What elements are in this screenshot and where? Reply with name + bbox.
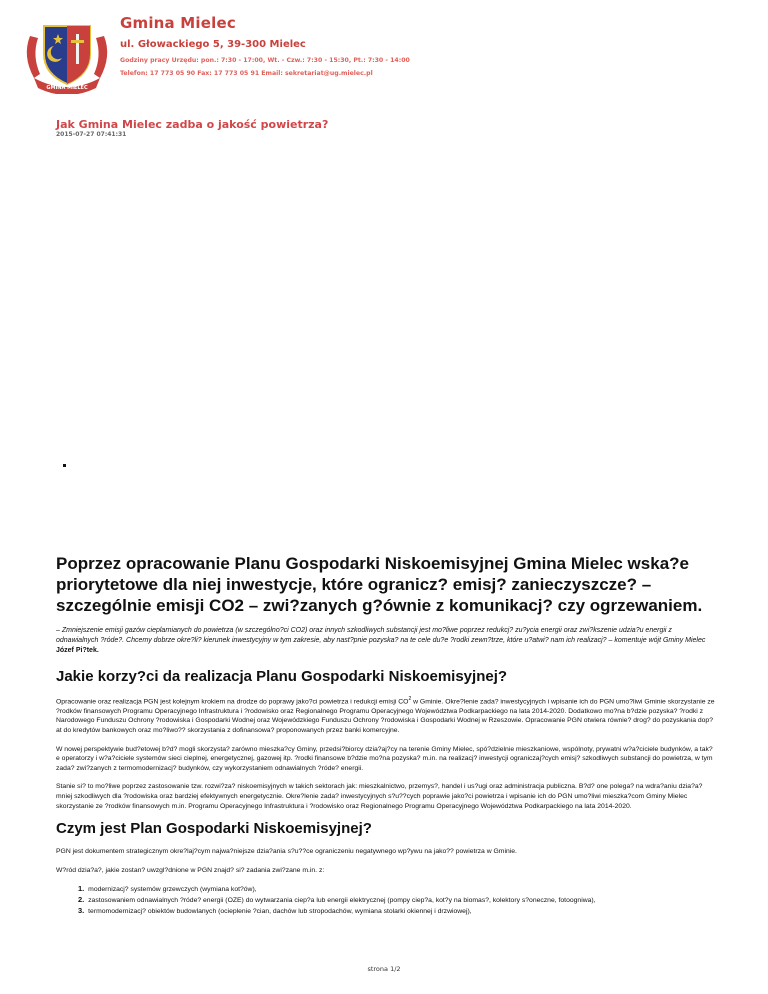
paragraph: W?ród dzia?a?, jakie zostan? uwzgl?dnione w PGN znajd? si? zadania zwi?zane m.in. z: — [56, 866, 325, 874]
list-number: 3. — [78, 905, 85, 915]
list-number: 1. — [78, 884, 85, 894]
site-header — [120, 14, 410, 77]
svg-text:GMINA MIELEC: GMINA MIELEC — [46, 85, 88, 91]
gmina-crest-logo — [20, 16, 114, 94]
list-item — [78, 906, 716, 917]
paragraph-text: Opracowanie oraz realizacja PGN jest kolejnym krokiem na drodze do poprawy jako?ci powietrza i redukcji emisji CO — [56, 698, 409, 706]
article-date: 2015-07-27 07:41:31 — [56, 131, 127, 138]
main-heading: Poprzez opracowanie Planu Gospodarki Niskoemisyjnej Gmina Mielec wska?e priorytetowe dla niej inwestycje, które ogranicz? emisj? zanieczyszcze? – szczególnie emisji CO2 – zwi?zanych g?ównie z komunikacj? czy ogrzewaniem. — [56, 554, 703, 615]
list-text: modernizacj? systemów grzewczych (wymiana kot?ów), — [88, 886, 257, 894]
contact-info: Telefon: 17 773 05 90 Fax: 17 773 05 91 Email: sekretariat@ug.mielec.pl — [120, 70, 373, 77]
lead-paragraph — [56, 626, 716, 656]
list-text: termomodernizacj? obiektów budowlanych (ocieplenie ?cian, dachów lub stropodachów, wymiana stolarki okiennej i drzwiowej), — [88, 907, 472, 915]
site-title: Gmina Mielec — [120, 14, 236, 32]
section-heading-benefits: Jakie korzy?ci da realizacja Planu Gospodarki Niskoemisyjnej? — [56, 668, 508, 685]
list-text: zastosowaniem odnawialnych ?róde? energii (OZE) do wytwarzania ciep?a lub energii elektrycznej (pompy ciep?a, kot?y na biomas?, kolektory s?oneczne, fotoogniwa), — [88, 896, 596, 904]
article-body — [56, 553, 716, 916]
lead-author: Józef Pi?tek. — [56, 647, 99, 654]
tasks-list — [56, 884, 716, 916]
paragraph — [56, 695, 716, 736]
article-title: Jak Gmina Mielec zadba o jakość powietrza? — [56, 118, 329, 131]
lead-text: – Zmniejszenie emisji gazów cieplarnianych do powietrza (w szczególno?ci CO2) oraz innych szkodliwych substancji jest mo?liwe poprzez redukcj? zu?ycia energii oraz zwi?kszenie udzia?u energii z odnawialnych ?róde?. Chcemy dobrze okre?li? kierunek inwestycyjny w tym zakresie, aby nast?pnie pozyska? na te cele du?e ?rodki zewn?trze, które u?atwi? nam ich realizacj? – komentuje wójt Gminy Mielec — [56, 627, 706, 644]
list-item — [78, 895, 716, 906]
office-hours: Godziny pracy Urzędu: pon.: 7:30 - 17:00, Wt. - Czw.: 7:30 - 15:30, Pt.: 7:30 - 14:00 — [120, 57, 410, 64]
paragraph: PGN jest dokumentem strategicznym okre?laj?cym najwa?niejsze dzia?ania s?u??ce ograniczeniu negatywnego wp?ywu na jako?? powietrza w Gminie. — [56, 848, 517, 856]
paragraph: W nowej perspektywie bud?etowej b?d? mogli skorzysta? zarówno mieszka?cy Gminy, przedsi?biorcy dzia?aj?cy na terenie Gminy Mielec, spó?dzielnie mieszkaniowe, wspólnoty, prywatni w?a?ciciele budynków, a tak?e operatorzy i w?a?ciciele systemów sieci cieplnej, energetycznej, gazowej itp. ?rodki finansowe b?dzie mo?na pozyska? m.in. na realizacj? inwestycji ograniczaj?cych emisj? szkodliwych substancji do powietrza, w tym zada? zwi?zanych z termomodernizacj? budynków, czy wykorzystaniem odnawialnych ?róde? energii. — [56, 745, 713, 772]
section-heading-what-is-pgn: Czym jest Plan Gospodarki Niskoemisyjnej? — [56, 820, 372, 838]
page-number: strona 1/2 — [367, 965, 401, 973]
paragraph-text: w Gminie. Okre?lenie zada? inwestycyjnych i wpisanie ich do PGN umo?liwi Gminie skorzystanie ze ?rodków finansowych Programu Operacyjnego Infrastruktura i ?rodowisko oraz Regionalnego Programu Operacyjnego Województwa Podkarpackiego na lata 2014-2020. Dodatkowo mo?na b?dzie pozyska? ?rodki z Narodowego Funduszu Ochrony ?rodowiska i Gospodarki Wodnej oraz Wojewódzkiego Funduszu Ochrony ?rodowiska i Gospodarki Wodnej w Rzeszowie. Opracowanie PGN otwiera równie? drog? do pozyskania dop?at do kredytów bankowych oraz mo?liwo?? skorzystania z dofinansowa? proponowanych przez banki komercyjne. — [56, 698, 715, 735]
paragraph: Stanie si? to mo?liwe poprzez zastosowanie tzw. rozwi?za? niskoemisyjnych w takich sektorach jak: mieszkalnictwo, przemys?, handel i us?ugi oraz administracja publiczna. B?d? one polega? na wdra?aniu dzia?a? mniej szkodliwych dla ?rodowiska oraz bardziej efektywnych energetycznie. Okre?lenie zada? inwestycyjnych s?u??cych poprawie jako?ci powietrza i wpisanie ich do PGN umo?liwi mieszka?com Gminy Mielec skorzystanie ze ?rodków finansowych m.in. Programu Operacyjnego Infrastruktura i ?rodowisko oraz Regionalnego Programu Operacyjnego Województwa Podkarpackiego na lata 2014-2020. — [56, 783, 703, 810]
list-number: 2. — [78, 894, 85, 904]
superscript: 2 — [408, 696, 412, 702]
site-address: ul. Głowackiego 5, 39-300 Mielec — [120, 39, 306, 50]
image-placeholder-dot — [63, 464, 66, 467]
list-item — [78, 884, 716, 895]
